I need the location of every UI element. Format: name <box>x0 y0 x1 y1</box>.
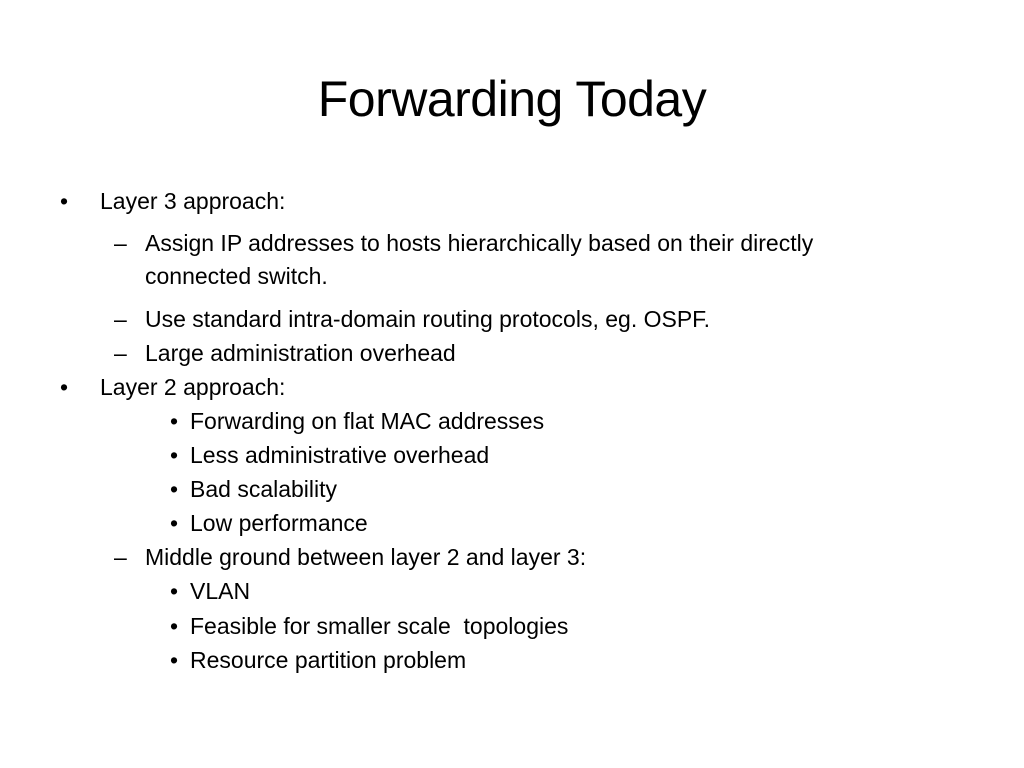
sub-bullet-marker: • <box>170 613 179 639</box>
sub-bullet-marker: • <box>170 510 179 536</box>
dash-marker: – <box>114 544 127 570</box>
bullet-marker: • <box>60 188 69 214</box>
bullet-marker: • <box>60 374 69 400</box>
bullet-text: VLAN <box>190 578 251 604</box>
bullet-text-continuation: connected switch. <box>145 263 328 289</box>
sub-bullet-marker: • <box>170 442 179 468</box>
sub-bullet-marker: • <box>170 408 179 434</box>
sub-bullet-marker: • <box>170 578 179 604</box>
sub-bullet-marker: • <box>170 476 179 502</box>
bullet-text: Bad scalability <box>190 476 338 502</box>
dash-marker: – <box>114 230 127 256</box>
bullet-text: Resource partition problem <box>190 647 467 673</box>
bullet-text: Middle ground between layer 2 and layer 3: <box>145 544 587 570</box>
bullet-text: Assign IP addresses to hosts hierarchically based on their directly <box>145 230 814 256</box>
dash-marker: – <box>114 306 127 332</box>
bullet-text: Feasible for smaller scale topologies <box>190 613 569 639</box>
bullet-text: Layer 2 approach: <box>100 374 286 400</box>
dash-marker: – <box>114 340 127 366</box>
bullet-text: Forwarding on flat MAC addresses <box>190 408 545 434</box>
bullet-text: Layer 3 approach: <box>100 188 286 214</box>
bullet-text: Less administrative overhead <box>190 442 490 468</box>
slide-title: Forwarding Today <box>317 71 707 127</box>
bullet-text: Low performance <box>190 510 368 536</box>
bullet-text: Large administration overhead <box>145 340 456 366</box>
bullet-text: Use standard intra-domain routing protocols, eg. OSPF. <box>145 306 711 332</box>
sub-bullet-marker: • <box>170 647 179 673</box>
